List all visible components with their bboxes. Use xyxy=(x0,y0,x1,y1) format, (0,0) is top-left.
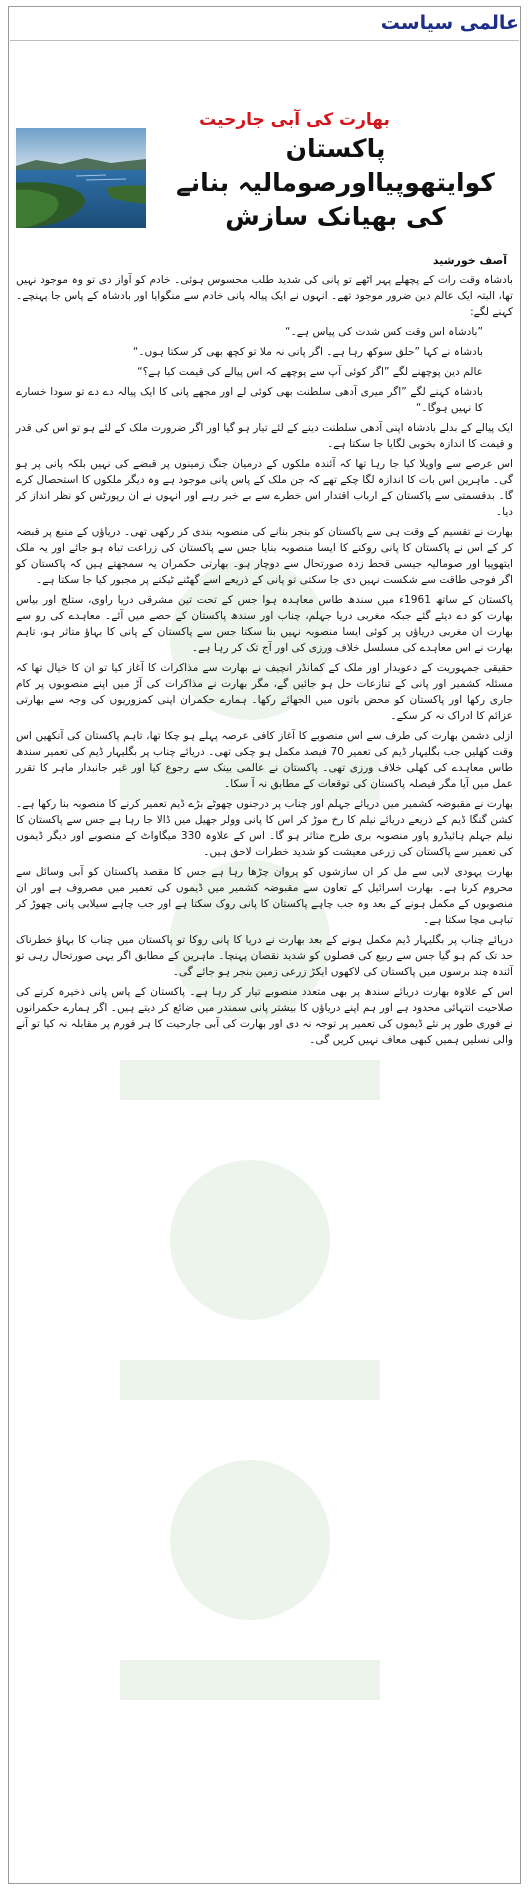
paragraph: حقیقی جمہوریت کے دعویدار اور ملک کے کمانڈر انچیف نے بھارت سے مذاکرات کا آغاز کیا تو ان کا خیال تھا کہ مسئلہ کشمیر اور پانی کے تنازعات حل ہو جائیں گے، مگر بھارت نے مذاکرات کی آڑ میں اپنے منصوبوں پر کام جاری رکھا اور پاکستان کو محض باتوں میں الجھائے رکھا۔ ہمارے حکمران اپنی کمزوریوں کی وجہ سے بھارتی عزائم کا ادراک نہ کر سکے۔ xyxy=(16,662,513,722)
paragraph: بھارت نے مقبوضہ کشمیر میں دریائے جہلم اور چناب پر درجنوں چھوٹے بڑے ڈیم تعمیر کرنے کا منصوبہ بنا رکھا ہے۔ کشن گنگا ڈیم کے ذریعے دریائے نیلم کا رخ موڑ کر اس کا پانی وولر جھیل میں ڈالا جا رہا ہے جس سے پاکستان کا نیلم جہلم ہائیڈرو پاور منصوبہ بری طرح متاثر ہو گا۔ اس کے علاوہ 330 میگاواٹ کے منصوبے اور دیگر ڈیموں کی تعمیر سے پاکستان کی زرعی معیشت کو شدید خطرات لاحق ہیں۔ xyxy=(16,798,514,858)
paragraph: بھارت یہودی لابی سے مل کر ان سازشوں کو پروان چڑھا رہا ہے جس کا مقصد پاکستان کو آبی وسائل سے محروم کرنا ہے۔ بھارت اسرائیل کے تعاون سے مقبوضہ کشمیر میں ڈیموں کی تعمیر میں مصروف ہے اور ان منصوبوں کے مکمل ہونے کے بعد وہ جب چاہے پاکستان کا پانی روک سکتا ہے اور جب چاہے سیلابی پانی چھوڑ کر تباہی مچا سکتا ہے۔ xyxy=(16,866,513,926)
author-byline: آصف خورشید xyxy=(432,254,507,267)
paragraph: بادشاہ وقت رات کے پچھلے پہر اٹھے تو پانی کی شدید طلب محسوس ہوئی۔ خادم کو آواز دی تو وہ موجود نہیں تھا، البتہ ایک عالم دین ضرور موجود تھے۔ انہوں نے ایک پیالہ پانی خادم سے منگوایا اور بادشاہ کے پاس جا پہنچے۔ کہنے لگے: xyxy=(16,274,513,318)
quote-line: بادشاہ کہنے لگے ”اگر میری آدھی سلطنت بھی کوئی لے اور مجھے پانی کا ایک پیالہ دے دے تو سودا خسارے کا نہیں ہوگا۔“ xyxy=(16,386,483,414)
lake-landscape-photo xyxy=(16,128,146,228)
quote-line: عالم دین پوچھنے لگے ”اگر کوئی آپ سے پوچھے کہ اس پیالے کی قیمت کیا ہے؟“ xyxy=(137,366,483,378)
banner-divider xyxy=(10,40,519,41)
article-headline: پاکستان کوایتھوپیااورصومالیہ بنانے کی بھیانک سازش xyxy=(176,134,495,231)
paragraph: پاکستان کے ساتھ 1961ء میں سندھ طاس معاہدہ ہوا جس کے تحت تین مشرقی دریا راوی، ستلج اور بیاس بھارت کو دے دیئے گئے جبکہ مغربی دریا جہلم، چناب اور سندھ پاکستان کے حصے میں آئے۔ معاہدے کی رو سے بھارت ان مغربی دریاؤں پر کوئی ایسا منصوبہ نہیں بنا سکتا جس سے پاکستان کے پانی کا بہاؤ متاثر ہو، تاہم بھارت نے اس معاہدے کی مسلسل خلاف ورزی کی اور آج تک کر رہا ہے۔ xyxy=(16,594,513,654)
paragraph: اس کے علاوہ بھارت دریائے سندھ پر بھی متعدد منصوبے تیار کر رہا ہے۔ پاکستان کے پاس پانی ذخیرہ کرنے کی صلاحیت انتہائی محدود ہے اور ہم اپنے دریاؤں کا بیشتر پانی سمندر میں ضائع کر دیتے ہیں۔ اگر ہمارے حکمرانوں نے فوری طور پر نئے ڈیموں کی تعمیر پر توجہ نہ دی اور بھارت کی آبی جارحیت کا ہر فورم پر مقابلہ نہ کیا تو آنے والی نسلیں ہمیں کبھی معاف نہیں کریں گی۔ xyxy=(16,986,513,1046)
section-title: عالمی سیاست xyxy=(380,12,519,34)
paragraph: دریائے چناب پر بگلیہار ڈیم مکمل ہونے کے بعد بھارت نے دریا کا پانی روکا تو پاکستان میں چناب کا بہاؤ خطرناک حد تک کم ہو گیا جس سے ربیع کی فصلوں کو شدید نقصان پہنچا۔ ماہرین کے مطابق اگر یہی صورتحال رہی تو آئندہ چند برسوں میں پاکستان کی لاکھوں ایکڑ زرعی زمین بنجر ہو جائے گی۔ xyxy=(16,934,513,978)
paragraph: بھارت نے تقسیم کے وقت ہی سے پاکستان کو بنجر بنانے کی منصوبہ بندی کر رکھی تھی۔ دریاؤں کے منبع پر قبضہ کر کے اس نے پاکستان کا پانی روکنے کا ایسا منصوبہ بنایا جس سے پاکستان کی زراعت تباہ ہو جائے اور یہ ملک ایتھوپیا اور صومالیہ جیسی قحط زدہ صورتحال سے دوچار ہو۔ بھارتی حکمران یہ سمجھتے ہیں کہ پاکستان کو اگر فوجی طاقت سے شکست نہیں دی جا سکتی تو پانی کے ذریعے اسے گھٹنے ٹیکنے پر مجبور کیا جا سکتا ہے۔ xyxy=(16,526,513,586)
quote-line: ”بادشاہ اس وقت کس شدت کی پیاس ہے۔“ xyxy=(285,326,483,338)
article-body xyxy=(16,272,513,1052)
paragraph: اس عرصے سے واویلا کیا جا رہا تھا کہ آئندہ ملکوں کے درمیان جنگ زمینوں پر قبضے کی نہیں بلکہ پانی پر ہو گی۔ ماہرین اس بات کا اندازہ لگا چکے تھے کہ جن ملک کے پاس پانی موجود ہے وہ دیگر ملکوں کا استحصال کرے گا۔ بدقسمتی سے پاکستان کے ارباب اقتدار اس خطرے سے بے خبر رہے اور انہوں نے ان رپورٹس کو نظر انداز کر دیا۔ xyxy=(16,458,513,518)
paragraph: ایک پیالے کے بدلے بادشاہ اپنی آدھی سلطنت دینے کے لئے تیار ہو گیا اور اگر ضرورت ملک کے لئے ہو تو اس کی قدر و قیمت کا اندازہ بخوبی لگایا جا سکتا ہے۔ xyxy=(16,422,513,450)
paragraph: ازلی دشمن بھارت کی طرف سے اس منصوبے کا آغاز کافی عرصہ پہلے ہو چکا تھا، تاہم پاکستان کی آنکھیں اس وقت کھلیں جب بگلیہار ڈیم کی تعمیر 70 فیصد مکمل ہو چکی تھی۔ دریائے چناب پر بگلیہار ڈیم کی تعمیر سندھ طاس معاہدے کی کھلی خلاف ورزی تھی۔ پاکستان نے عالمی بینک سے رجوع کیا اور غیر جانبدار ماہر کا تقرر عمل میں آیا مگر فیصلہ پاکستان کی توقعات کے مطابق نہ آ سکا۔ xyxy=(16,730,513,790)
quote-line: بادشاہ نے کہا ”حلق سوکھ رہا ہے۔ اگر پانی نہ ملا تو کچھ بھی کر سکتا ہوں۔“ xyxy=(132,346,483,358)
article-kicker: بھارت کی آبی جارحیت xyxy=(199,110,390,130)
